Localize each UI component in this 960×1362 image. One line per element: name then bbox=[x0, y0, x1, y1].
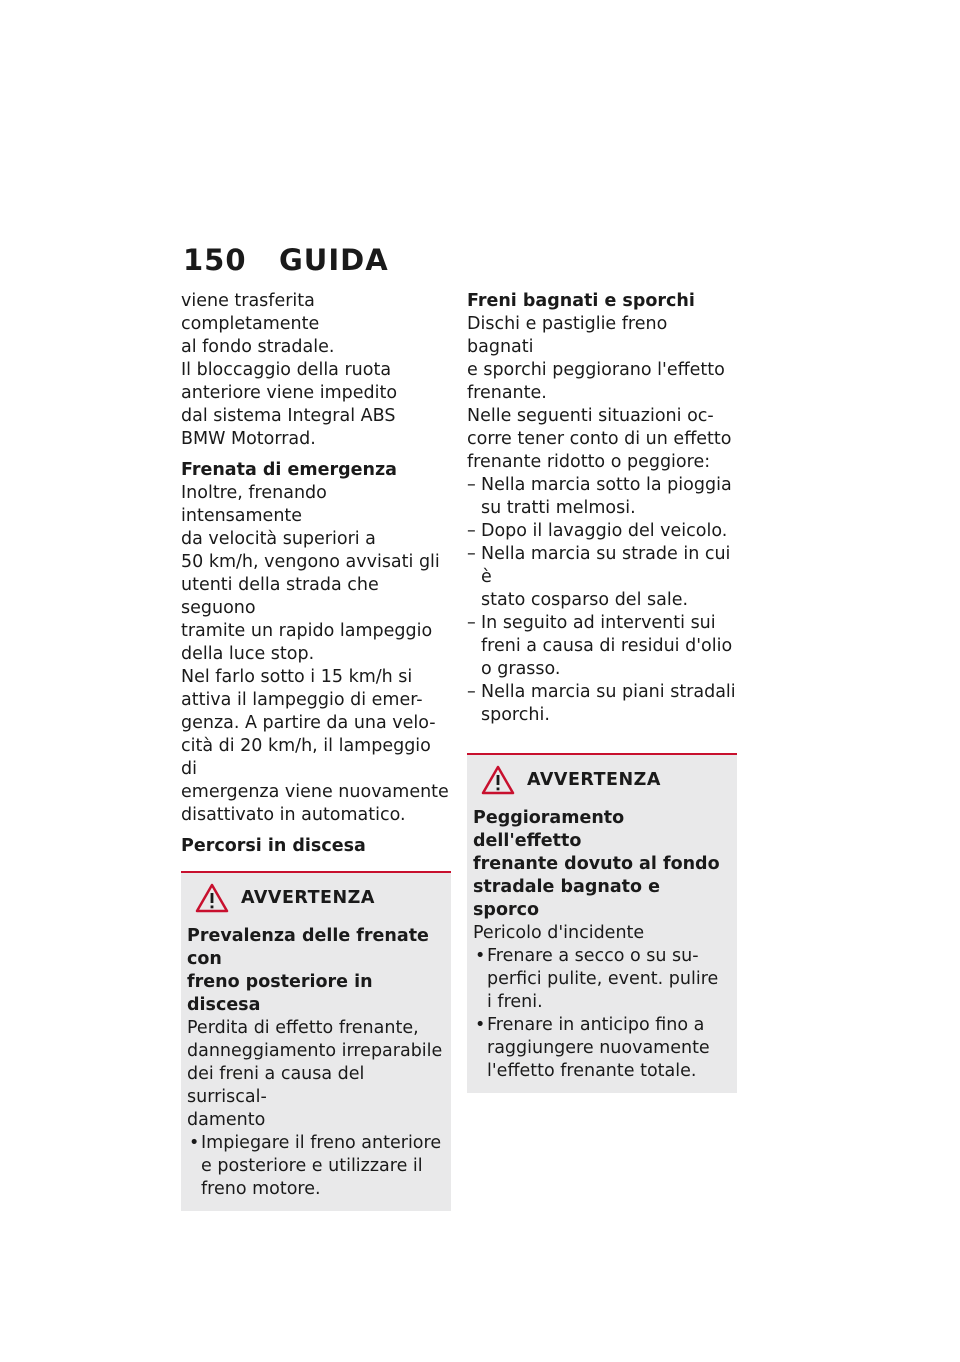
intro-paragraph: viene trasferita completamente al fondo stradale. bbox=[181, 291, 335, 357]
intro-paragraph-abs: Il bloccaggio della ruota anteriore viene impedito dal sistema Integral ABS BMW Motorrad. bbox=[181, 360, 398, 449]
emergency-heading: Frenata di emergenza bbox=[181, 460, 397, 480]
downhill-heading: Percorsi in discesa bbox=[181, 836, 366, 856]
warning-box-wet bbox=[467, 753, 737, 1093]
warning-subtitle: Peggioramento dell'effetto frenante dovuto al fondo stradale bagnato e sporco bbox=[473, 808, 720, 920]
warning-box-downhill bbox=[181, 871, 451, 1211]
list-item: – Nella marcia su piani stradali sporchi. bbox=[467, 681, 737, 727]
warning-action-list bbox=[187, 1132, 445, 1201]
warning-title: AVVERTENZA bbox=[527, 770, 661, 790]
list-item: • Frenare in anticipo fino a raggiungere nuovamente l'effetto frenante totale. bbox=[473, 1014, 731, 1083]
warning-body: Pericolo d'incidente bbox=[473, 923, 645, 943]
list-item: – In seguito ad interventi sui freni a causa di residui d'olio o grasso. bbox=[467, 612, 737, 681]
list-item: • Frenare a secco o su su- perfici pulite, event. pulire i freni. bbox=[473, 945, 731, 1014]
page-number: 150 bbox=[183, 243, 247, 277]
warning-body: Perdita di effetto frenante, danneggiamento irreparabile dei freni a causa del surriscal- damento bbox=[187, 1018, 443, 1130]
wet-brakes-paragraph: Dischi e pastiglie freno bagnati e sporchi peggiorano l'effetto frenante. bbox=[467, 314, 725, 403]
wet-brakes-paragraph-2: Nelle seguenti situazioni oc- corre tener conto di un effetto frenante ridotto o peggiore: bbox=[467, 406, 732, 472]
wet-brakes-heading: Freni bagnati e sporchi bbox=[467, 291, 695, 311]
warning-title: AVVERTENZA bbox=[241, 888, 375, 908]
warning-header bbox=[187, 883, 445, 913]
section-title: GUIDA bbox=[279, 243, 389, 277]
list-item: • Impiegare il freno anteriore e posteriore e utilizzare il freno motore. bbox=[187, 1132, 445, 1201]
emergency-paragraph: Inoltre, frenando intensamente da velocità superiori a 50 km/h, vengono avvisati gli utenti della strada che seguono tramite un rapido lampeggio della luce stop. bbox=[181, 483, 440, 664]
warning-header bbox=[473, 765, 731, 795]
list-item: – Dopo il lavaggio del veicolo. bbox=[467, 520, 737, 543]
list-item: – Nella marcia sotto la pioggia su tratti melmosi. bbox=[467, 474, 737, 520]
emergency-paragraph-2: Nel farlo sotto i 15 km/h si attiva il lampeggio di emer- genza. A partire da una velo- cità di 20 km/h, il lampeggio di emergenza viene nuovamente disattivato in automatico. bbox=[181, 667, 449, 825]
left-column bbox=[181, 290, 451, 1211]
right-column bbox=[467, 290, 737, 1093]
warning-triangle-icon bbox=[195, 883, 229, 913]
warning-action-list bbox=[473, 945, 731, 1083]
list-item: – Nella marcia su strade in cui è stato cosparso del sale. bbox=[467, 543, 737, 612]
warning-subtitle: Prevalenza delle frenate con freno posteriore in discesa bbox=[187, 926, 429, 1015]
warning-triangle-icon bbox=[481, 765, 515, 795]
situations-list bbox=[467, 474, 737, 727]
